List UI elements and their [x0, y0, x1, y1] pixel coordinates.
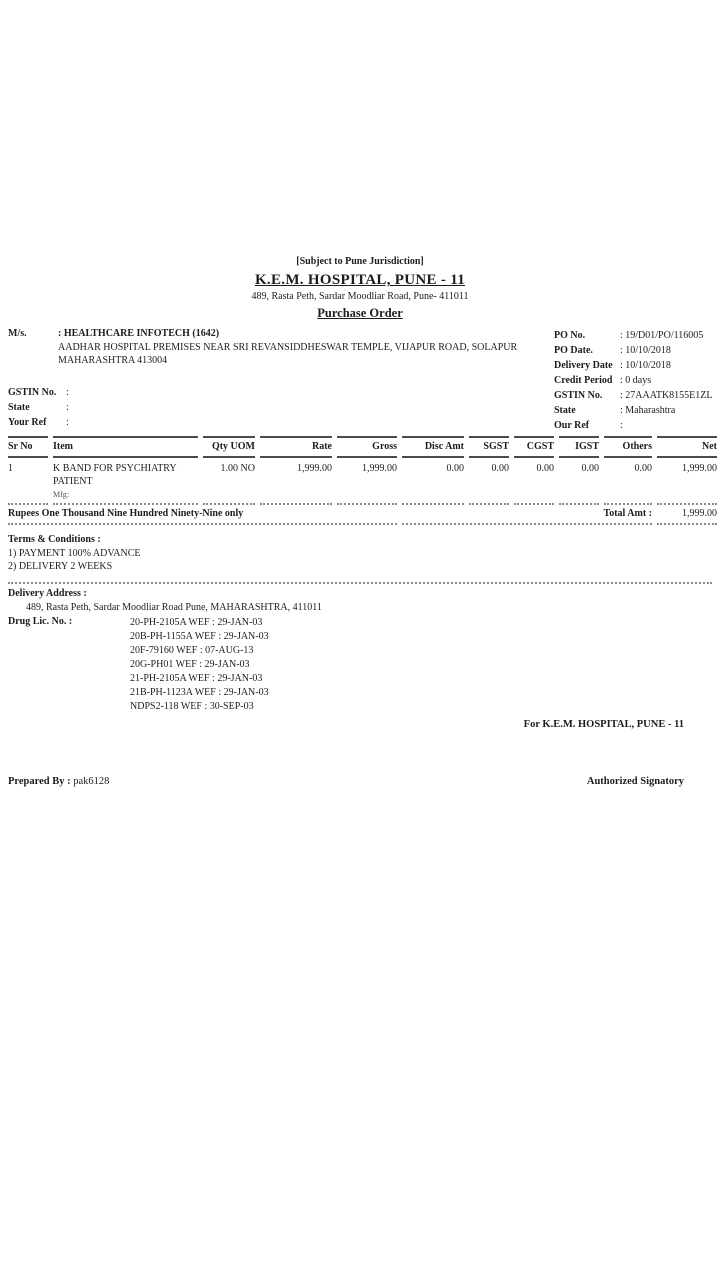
delivery-date-row — [554, 358, 712, 373]
state-row — [554, 403, 712, 418]
header-gross: Gross — [337, 436, 397, 458]
license-line-7: NDPS2-118 WEF : 30-SEP-03 — [130, 701, 254, 712]
drug-license-block — [8, 616, 712, 714]
drug-license-label: Drug Lic. No. : — [8, 616, 73, 627]
delivery-date-value: : 10/10/2018 — [620, 360, 671, 371]
our-ref-label: Our Ref — [554, 420, 590, 431]
vendor-state-row — [8, 400, 548, 415]
license-line-2: 20B-PH-1155A WEF : 29-JAN-03 — [130, 631, 269, 642]
cell-qty-uom: 1.00 NO — [203, 458, 255, 505]
license-line-4: 20G-PH01 WEF : 29-JAN-03 — [130, 659, 250, 670]
header-igst: IGST — [559, 436, 599, 458]
authorized-signatory: Authorized Signatory — [586, 776, 684, 787]
vendor-yourref-value: : — [66, 417, 69, 428]
for-company: For K.E.M. HOSPITAL, PUNE - 11 — [523, 719, 684, 730]
header-sgst: SGST — [469, 436, 509, 458]
vendor-address-line1: AADHAR HOSPITAL PREMISES NEAR SRI REVANSIDDHESWAR TEMPLE, VIJAPUR ROAD, SOLAPUR — [58, 342, 518, 353]
total-amount-label: Total Amt : — [402, 505, 652, 525]
header-disc-amt: Disc Amt — [402, 436, 464, 458]
purchase-order-document — [0, 256, 720, 787]
terms-item-2: 2) DELIVERY 2 WEEKS — [8, 561, 113, 572]
license-line-1: 20-PH-2105A WEF : 29-JAN-03 — [130, 617, 263, 628]
delivery-address: 489, Rasta Peth, Sardar Moodliar Road Pune, MAHARASHTRA, 411011 — [26, 602, 322, 613]
license-line-3: 20F-79160 WEF : 07-AUG-13 — [130, 645, 254, 656]
table-row — [8, 458, 717, 505]
delivery-heading: Delivery Address : — [8, 588, 87, 599]
total-amount-value: 1,999.00 — [657, 505, 717, 525]
gstin-row — [554, 388, 712, 403]
drug-license-list — [130, 616, 269, 714]
section-divider — [8, 582, 712, 584]
po-number-row — [554, 328, 712, 343]
header-net: Net — [657, 436, 717, 458]
item-name: K BAND FOR PSYCHIATRY PATIENT — [53, 463, 177, 487]
delivery-date-label: Delivery Date — [554, 360, 613, 371]
gstin-value: : 27AAATK8155E1ZL — [620, 390, 713, 401]
cell-disc-amt: 0.00 — [402, 458, 464, 505]
cell-cgst: 0.00 — [514, 458, 554, 505]
state-value: : Maharashtra — [620, 405, 676, 416]
cell-igst: 0.00 — [559, 458, 599, 505]
credit-period-label: Credit Period — [554, 375, 613, 386]
vendor-gstin-row — [8, 385, 548, 400]
info-section — [8, 328, 712, 433]
prepared-by-value: pak6128 — [73, 776, 110, 787]
credit-period-row — [554, 373, 712, 388]
vendor-gstin-value: : — [66, 387, 69, 398]
terms-section — [8, 533, 712, 584]
vendor-refs — [8, 385, 548, 430]
vendor-block — [8, 328, 548, 433]
po-number-value: : 19/D01/PO/116005 — [620, 330, 704, 341]
items-header-row — [8, 436, 717, 458]
vendor-gstin-label: GSTIN No. — [8, 387, 57, 398]
gstin-label: GSTIN No. — [554, 390, 603, 401]
total-row — [8, 505, 717, 525]
cell-sgst: 0.00 — [469, 458, 509, 505]
header-sr-no: Sr No — [8, 436, 48, 458]
header-rate: Rate — [260, 436, 332, 458]
vendor-state-value: : — [66, 402, 69, 413]
po-date-row — [554, 343, 712, 358]
signature-row — [8, 776, 712, 787]
vendor-address-line2: MAHARASHTRA 413004 — [58, 355, 168, 366]
po-date-label: PO Date. — [554, 345, 593, 356]
delivery-section — [8, 587, 712, 714]
header-cgst: CGST — [514, 436, 554, 458]
our-ref-row — [554, 418, 712, 433]
jurisdiction-note: [Subject to Pune Jurisdiction] — [296, 256, 424, 267]
hospital-name: K.E.M. HOSPITAL, PUNE - 11 — [254, 272, 466, 288]
cell-net: 1,999.00 — [657, 458, 717, 505]
document-header — [8, 256, 712, 321]
license-line-6: 21B-PH-1123A WEF : 29-JAN-03 — [130, 687, 269, 698]
header-qty-uom: Qty UOM — [203, 436, 255, 458]
hospital-address: 489, Rasta Peth, Sardar Moodliar Road, Pune- 411011 — [251, 291, 469, 302]
po-info-block — [554, 328, 712, 433]
vendor-yourref-row — [8, 415, 548, 430]
amount-in-words: Rupees One Thousand Nine Hundred Ninety-Nine only — [8, 505, 397, 525]
items-table — [3, 436, 720, 525]
our-ref-value: : — [620, 420, 623, 431]
po-number-label: PO No. — [554, 330, 586, 341]
document-title: Purchase Order — [317, 306, 403, 320]
vendor-row — [8, 328, 548, 339]
po-date-value: : 10/10/2018 — [620, 345, 671, 356]
header-others: Others — [604, 436, 652, 458]
cell-item — [53, 458, 198, 505]
cell-sr-no: 1 — [8, 458, 48, 505]
item-mfg: Mfg: — [53, 490, 69, 499]
license-line-5: 21-PH-2105A WEF : 29-JAN-03 — [130, 673, 263, 684]
credit-period-value: : 0 days — [620, 375, 652, 386]
prepared-by-label: Prepared By : — [8, 776, 71, 787]
terms-item-1: 1) PAYMENT 100% ADVANCE — [8, 548, 141, 559]
vendor-name: : HEALTHCARE INFOTECH (1642) — [58, 328, 220, 339]
state-label: State — [554, 405, 576, 416]
vendor-address — [58, 341, 528, 367]
cell-others: 0.00 — [604, 458, 652, 505]
cell-rate: 1,999.00 — [260, 458, 332, 505]
terms-heading: Terms & Conditions : — [8, 534, 101, 545]
prepared-by — [8, 776, 109, 787]
header-item: Item — [53, 436, 198, 458]
cell-gross: 1,999.00 — [337, 458, 397, 505]
vendor-label: M/s. — [8, 328, 27, 339]
vendor-state-label: State — [8, 402, 30, 413]
vendor-yourref-label: Your Ref — [8, 417, 47, 428]
